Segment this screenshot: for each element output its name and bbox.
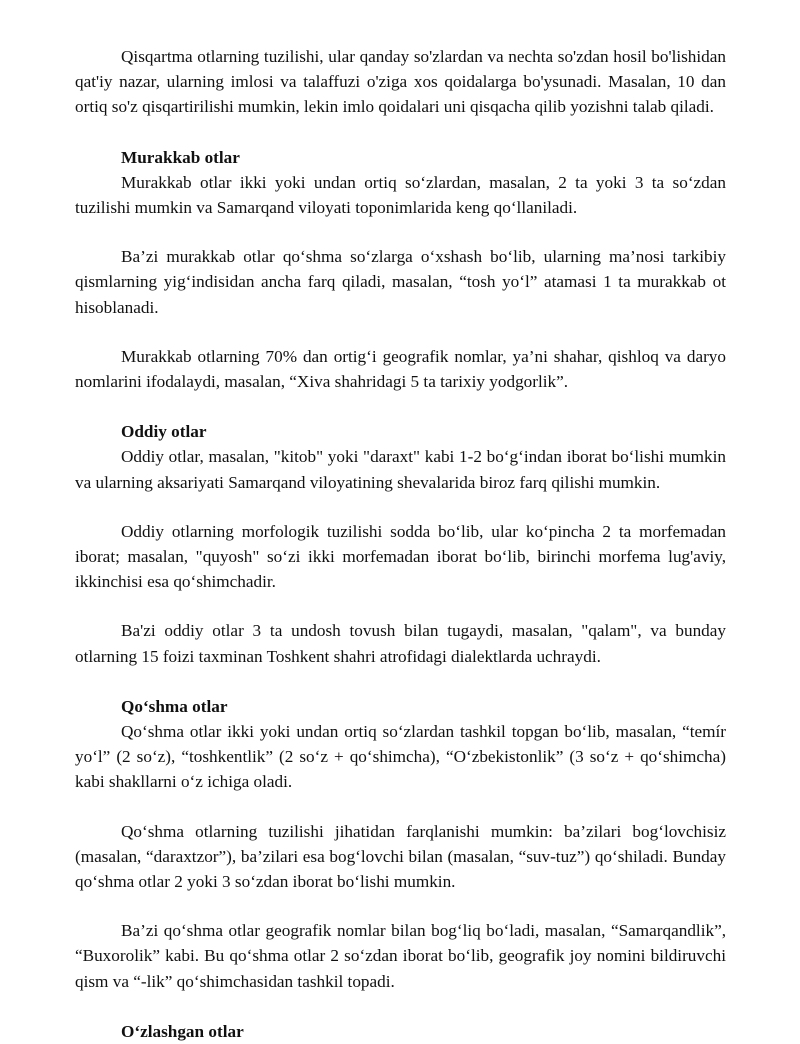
paragraph-oddiy-3: Ba'zi oddiy otlar 3 ta undosh tovush bilan tugaydi, masalan, "qalam", va bunday otlarning 15 foizi taxminan Toshkent shahri atrofidagi dialektlarda uchraydi.: [75, 621, 726, 666]
paragraph-oddiy-1: Oddiy otlar, masalan, "kitob" yoki "daraxt" kabi 1-2 bo‘g‘indan iborat bo‘lishi mumkin va ularning aksariyati Samarqand viloyatining shevalarida biroz farq qilishi mumkin.: [75, 447, 726, 492]
paragraph-qoshma-3: Ba’zi qo‘shma otlar geografik nomlar bilan bog‘liq bo‘ladi, masalan, “Samarqandlik”, “Buxorolik” kabi. Bu qo‘shma otlar 2 so‘zdan iborat bo‘lib, geografik joy nomini bildiruvchi qism va “-lik” qo‘shimchasidan tashkil topadi.: [75, 921, 726, 991]
paragraph-murakkab-3: Murakkab otlarning 70% dan ortig‘i geografik nomlar, ya’ni shahar, qishloq va daryo nomlarini ifodalaydi, masalan, “Xiva shahridagi 5 ta tarixiy yodgorlik”.: [75, 346, 726, 392]
heading-oddiy-otlar: Oddiy otlar: [121, 422, 207, 442]
paragraph-murakkab-2: Ba’zi murakkab otlar qo‘shma so‘zlarga o‘xshash bo‘lib, ularning ma’nosi tarkibiy qismlarning yig‘indisidan ancha farq qiladi, masalan, “tosh yo‘l” atamasi 1 ta murakkab ot hisoblanadi.: [75, 247, 726, 317]
paragraph-qisqartma: Qisqartma otlarning tuzilishi, ular qanday so'zlardan va nechta so'zdan hosil bo'lishidan qat'iy nazar, ularning imlosi va talaffuzi o'ziga xos qoidalarga bo'ysunadi. Masalan, 10 dan ortiq so'z qisqartirilishi mumkin, lekin imlo qoidalari uni qisqacha qilib yozishni talab qiladi.: [75, 47, 726, 117]
paragraph-qoshma-1: Qo‘shma otlar ikki yoki undan ortiq so‘zlardan tashkil topgan bo‘lib, masalan, “temír yo‘l” (2 so‘z), “toshkentlik” (2 so‘z + qo‘shimcha), “O‘zbekistonlik” (3 so‘z + qo‘shimcha) kabi shakllarni o‘z ichiga oladi.: [75, 722, 726, 792]
paragraph-oddiy-2: Oddiy otlarning morfologik tuzilishi sodda bo‘lib, ular ko‘pincha 2 ta morfemadan iborat; masalan, "quyosh" so‘zi ikki morfemadan iborat bo‘lib, birinchi morfema lug'aviy, ikkinchisi esa qo‘shimchadir.: [75, 521, 726, 592]
paragraph-qoshma-2: Qo‘shma otlarning tuzilishi jihatidan farqlanishi mumkin: ba’zilari bog‘lovchisiz (masalan, “daraxtzor”), ba’zilari esa bog‘lovchi bilan (masalan, “suv-tuz”) qo‘shiladi. Bunday qo‘shma otlar 2 yoki 3 so‘zdan iborat bo‘lishi mumkin.: [75, 821, 726, 892]
heading-qoshma-otlar: Qo‘shma otlar: [121, 696, 228, 716]
heading-ozlashgan-otlar: O‘zlashgan otlar: [121, 1021, 244, 1041]
heading-murakkab-otlar: Murakkab otlar: [121, 147, 240, 167]
paragraph-murakkab-1: Murakkab otlar ikki yoki undan ortiq so‘zlardan, masalan, 2 ta yoki 3 ta so‘zdan tuzilishi mumkin va Samarqand viloyati toponimlarida keng qo‘llaniladi.: [75, 172, 726, 218]
